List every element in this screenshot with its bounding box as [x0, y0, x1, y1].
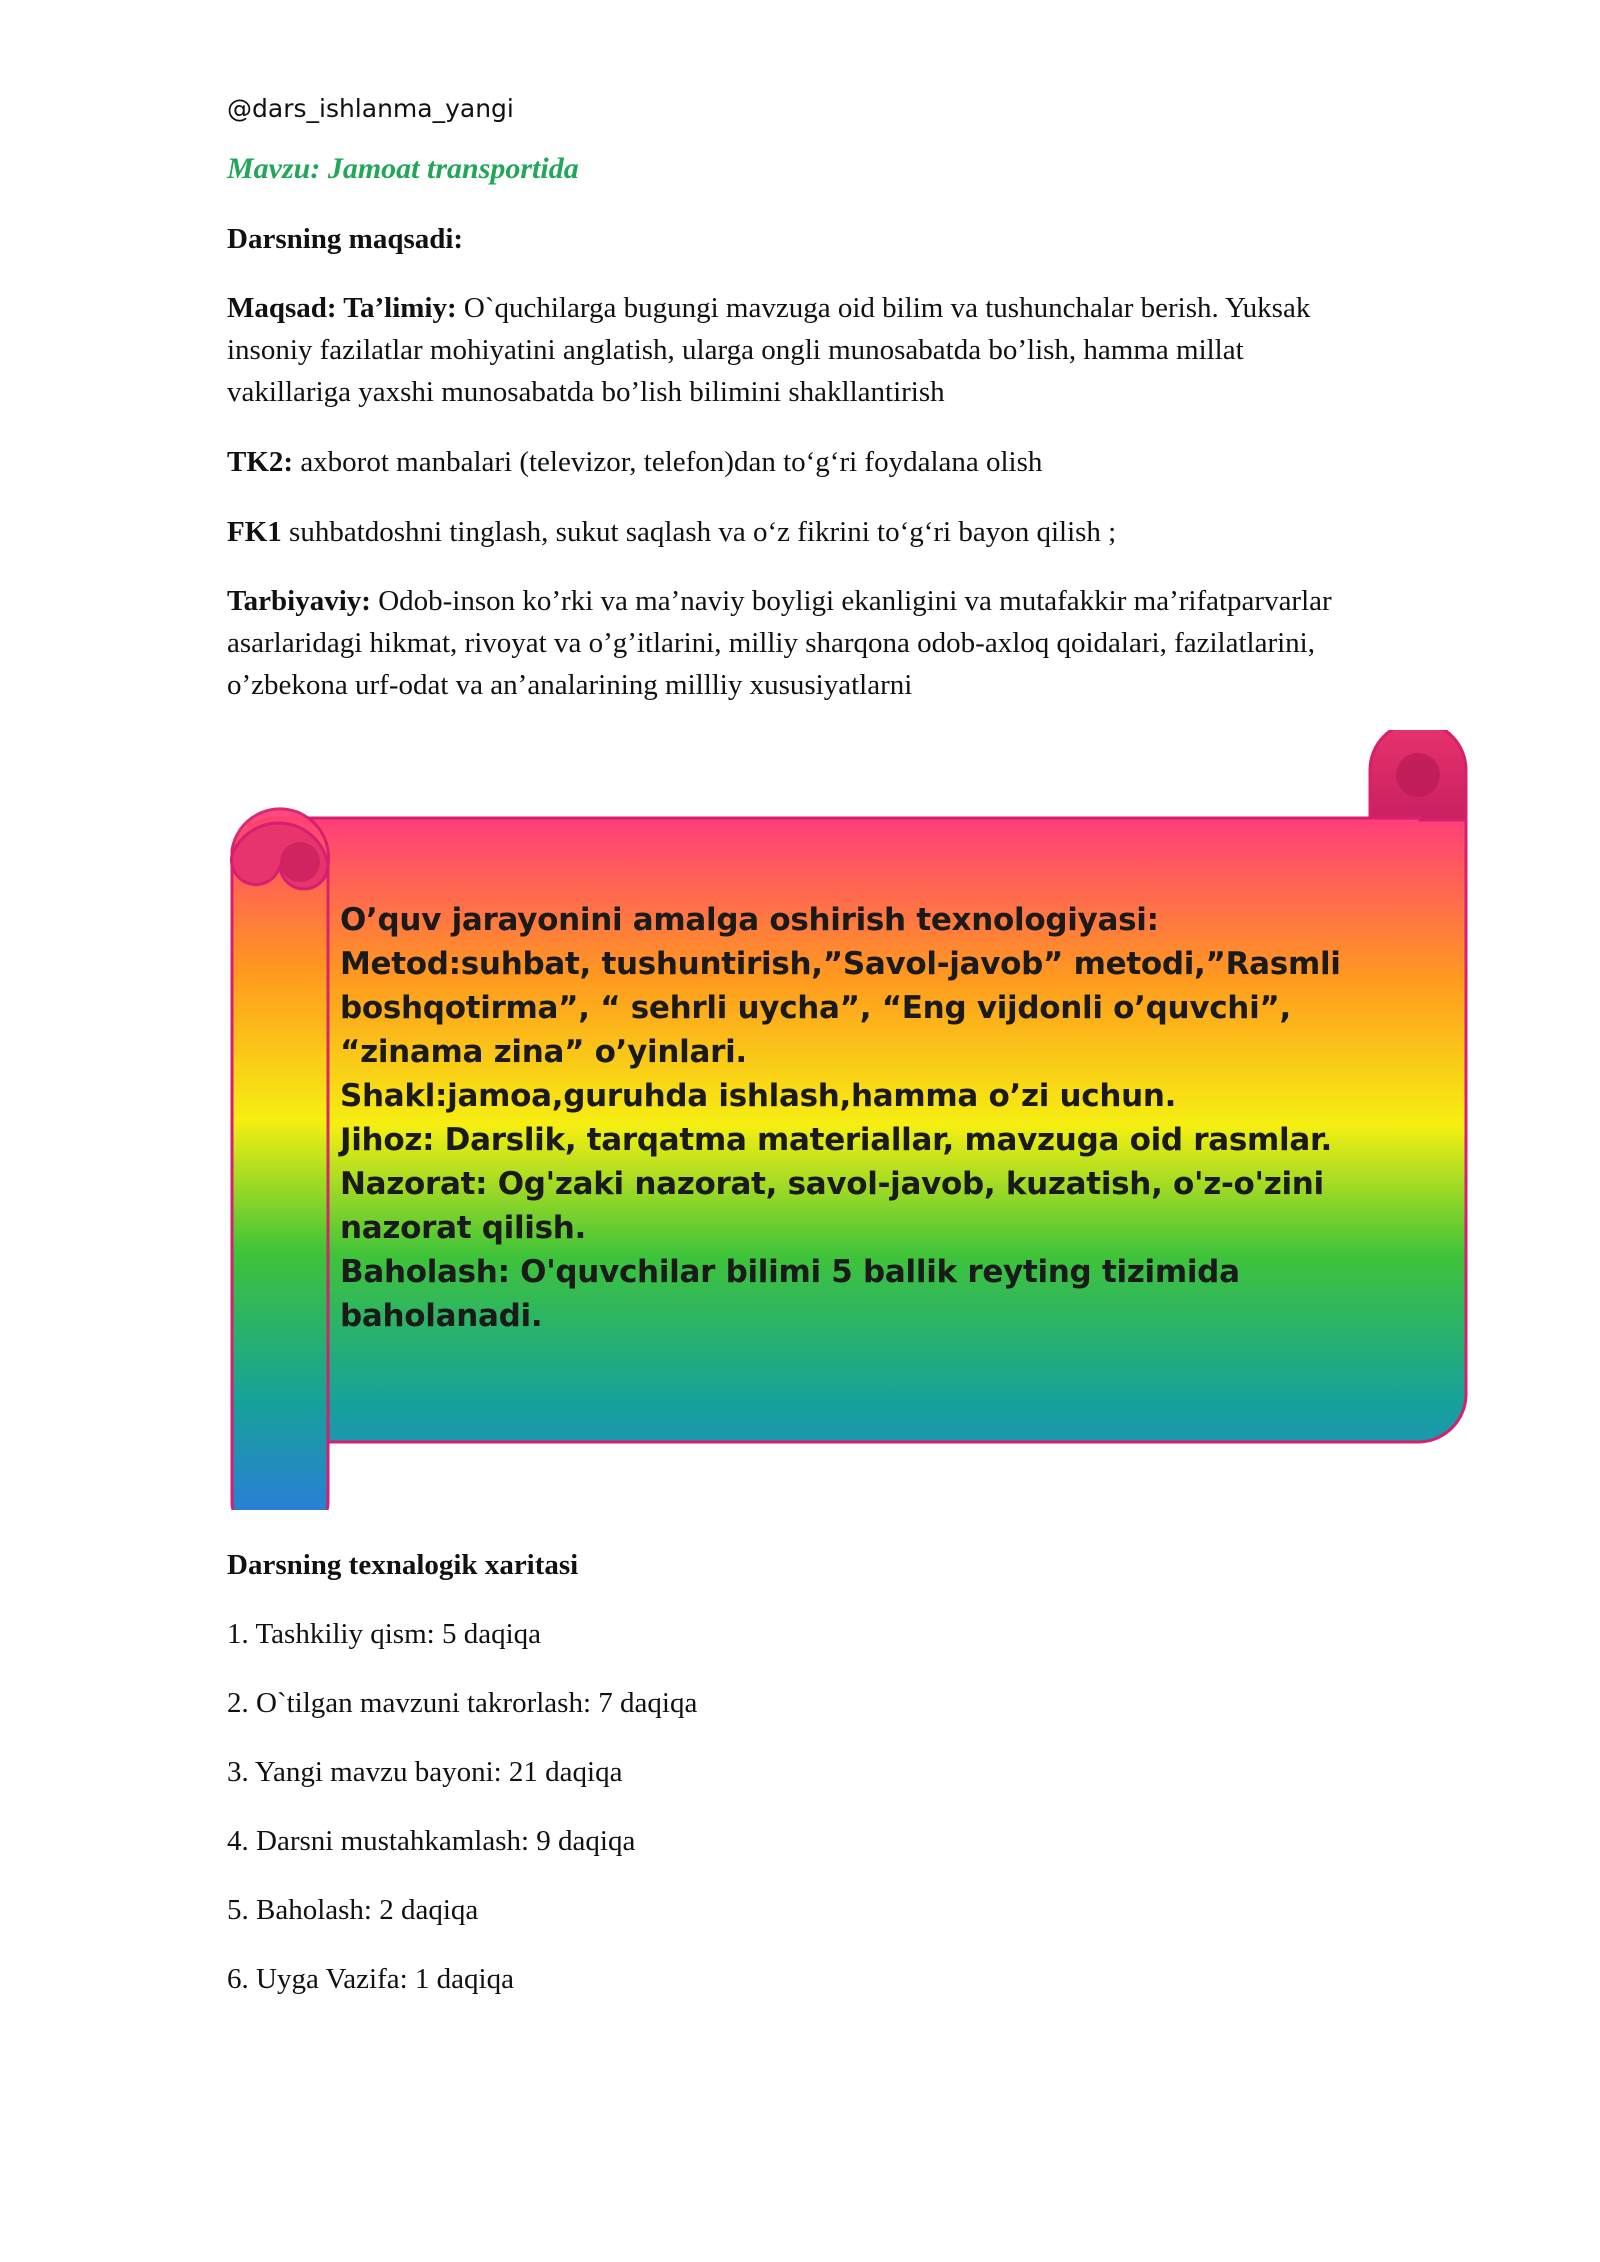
fk1-text: suhbatdoshni tinglash, sukut saqlash va o‘z fikrini to‘g‘ri bayon qilish ; [281, 516, 1117, 548]
scroll-line: Baholash: O'quvchilar bilimi 5 ballik reyting tizimida [340, 1254, 1240, 1290]
maqsad-text-line-1: O`quchilarga bugungi mavzuga oid bilim va tushunchalar berish. Yuksak [456, 292, 1311, 324]
tarbiyaviy-paragraph [227, 580, 1487, 706]
scroll-line: O’quv jarayonini amalga oshirish texnologiyasi: [340, 902, 1159, 938]
scroll-line: “zinama zina” o’yinlari. [340, 1034, 747, 1070]
channel-handle: @dars_ishlanma_yangi [227, 94, 514, 123]
scroll-line: nazorat qilish. [340, 1210, 587, 1246]
tech-map-item: 1. Tashkiliy qism: 5 daqiqa [227, 1618, 542, 1650]
scroll-left-roll [232, 809, 329, 1510]
lesson-topic: Mavzu: Jamoat transportida [227, 152, 579, 185]
tech-map-heading: Darsning texnalogik xaritasi [227, 1549, 579, 1581]
scroll-line: Metod:suhbat, tushuntirish,”Savol-javob” metodi,”Rasmli [340, 946, 1341, 982]
tk2-paragraph [227, 441, 1487, 483]
tech-map-item: 5. Baholash: 2 daqiqa [227, 1894, 479, 1926]
tarbiyaviy-text-line-3: o’zbekona urf-odat va an’analarining millliy xususiyatlarni [227, 669, 913, 701]
maqsad-text-line-3: vakillariga yaxshi munosabatda bo’lish bilimini shakllantirish [227, 376, 945, 408]
tarbiyaviy-label: Tarbiyaviy: [227, 585, 371, 617]
maqsad-text-line-2: insoniy fazilatlar mohiyatini anglatish, ularga ongli munosabatda bo’lish, hamma millat [227, 334, 1244, 366]
scroll-line: Nazorat: Og'zaki nazorat, savol-javob, kuzatish, o'z-o'zini [340, 1166, 1324, 1202]
tech-map-item: 3. Yangi mavzu bayoni: 21 daqiqa [227, 1756, 623, 1788]
scroll-line: Jihoz: Darslik, tarqatma materiallar, mavzuga oid rasmlar. [340, 1122, 1333, 1158]
objectives-heading [227, 218, 1487, 260]
scroll-line: Shakl:jamoa,guruhda ishlash,hamma o’zi uchun. [340, 1078, 1177, 1114]
tk2-label: TK2: [227, 446, 294, 478]
tarbiyaviy-text-line-1: Odob-inson ko’rki va ma’naviy boyligi ekanligini va mutafakkir ma’rifatparvarlar [370, 585, 1332, 617]
scroll-line: boshqotirma”, “ sehrli uycha”, “Eng vijdonli o’quvchi”, [340, 990, 1291, 1026]
objectives-heading-text: Darsning maqsadi: [227, 223, 464, 255]
scroll-line: baholanadi. [340, 1298, 543, 1334]
maqsad-label: Maqsad: Ta’limiy: [227, 292, 457, 324]
tarbiyaviy-text-line-2: asarlaridagi hikmat, rivoyat va o’g’itlarini, milliy sharqona odob-axloq qoidalari, fazilatlarini, [227, 627, 1315, 659]
maqsad-paragraph [227, 287, 1487, 413]
tech-map-item: 6. Uyga Vazifa: 1 daqiqa [227, 1963, 514, 1995]
scroll-banner [220, 730, 1480, 1510]
fk1-paragraph [227, 511, 1487, 553]
scroll-banner-text [340, 898, 1400, 1338]
tech-map-item: 4. Darsni mustahkamlash: 9 daqiqa [227, 1825, 636, 1857]
fk1-label: FK1 [227, 516, 282, 548]
tech-map-item: 2. O`tilgan mavzuni takrorlash: 7 daqiqa [227, 1687, 698, 1719]
tk2-text: axborot manbalari (televizor, telefon)dan to‘g‘ri foydalana olish [293, 446, 1043, 478]
